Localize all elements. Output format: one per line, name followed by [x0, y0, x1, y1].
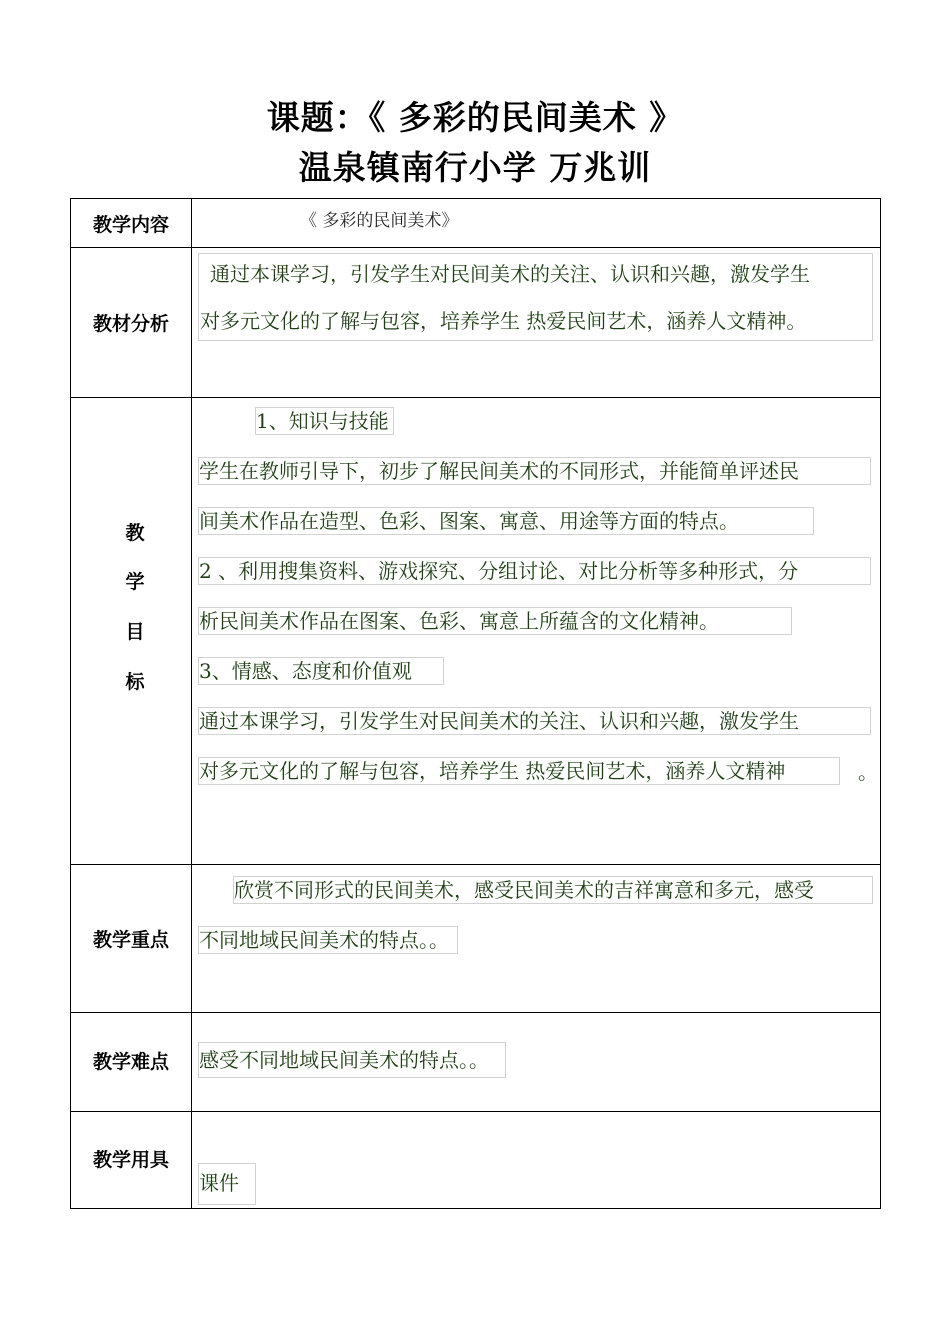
objective-line: 间美术作品在造型、色彩、图案、寓意、用途等方面的特点。	[198, 507, 814, 535]
objective-line: 。	[858, 760, 878, 784]
objective-line: 对多元文化的了解与包容，培养学生 热爱民间艺术，涵养人文精神	[198, 757, 840, 785]
key-point-line: 欣赏不同形式的民间美术，感受民间美术的吉祥寓意和多元，感受	[233, 876, 873, 904]
analysis-line: 对多元文化的了解与包容，培养学生 热爱民间艺术，涵养人文精神。	[200, 309, 807, 333]
tools-label: 教学用具	[92, 1149, 169, 1171]
objective-heading: 1、知识与技能	[255, 407, 394, 435]
table-column-divider	[191, 198, 192, 1209]
page-subtitle: 温泉镇南行小学 万兆训	[298, 148, 652, 187]
content-text: 《 多彩的民间美术》	[300, 211, 459, 231]
tools-text: 课件	[198, 1163, 256, 1205]
key-points-label: 教学重点	[92, 929, 169, 951]
objectives-label-char: 标	[125, 671, 145, 693]
objectives-label-char: 教	[125, 522, 145, 544]
key-point-line: 不同地域民间美术的特点。。	[198, 926, 458, 954]
objectives-label-char: 学	[125, 571, 145, 593]
table-border-right	[880, 198, 881, 1209]
analysis-line: 通过本课学习，引发学生对民间美术的关注、认识和兴趣，激发学生	[210, 262, 810, 286]
content-label: 教学内容	[92, 214, 169, 236]
objective-line: 通过本课学习，引发学生对民间美术的关注、认识和兴趣，激发学生	[198, 707, 871, 735]
objective-line: 学生在教师引导下，初步了解民间美术的不同形式，并能简单评述民	[198, 457, 871, 485]
analysis-label: 教材分析	[92, 313, 169, 335]
objective-line: 析民间美术作品在图案、色彩、寓意上所蕴含的文化精神。	[198, 607, 792, 635]
objective-line: 2 、利用搜集资料、游戏探究、分组讨论、对比分析等多种形式，分	[198, 557, 871, 585]
objective-heading: 3、情感、态度和价值观	[198, 657, 444, 685]
objectives-label-char: 目	[125, 621, 145, 643]
difficulties-text: 感受不同地域民间美术的特点。。	[198, 1042, 506, 1078]
page-title: 课题：《 多彩的民间美术 》	[266, 98, 684, 137]
difficulties-label: 教学难点	[92, 1051, 169, 1073]
